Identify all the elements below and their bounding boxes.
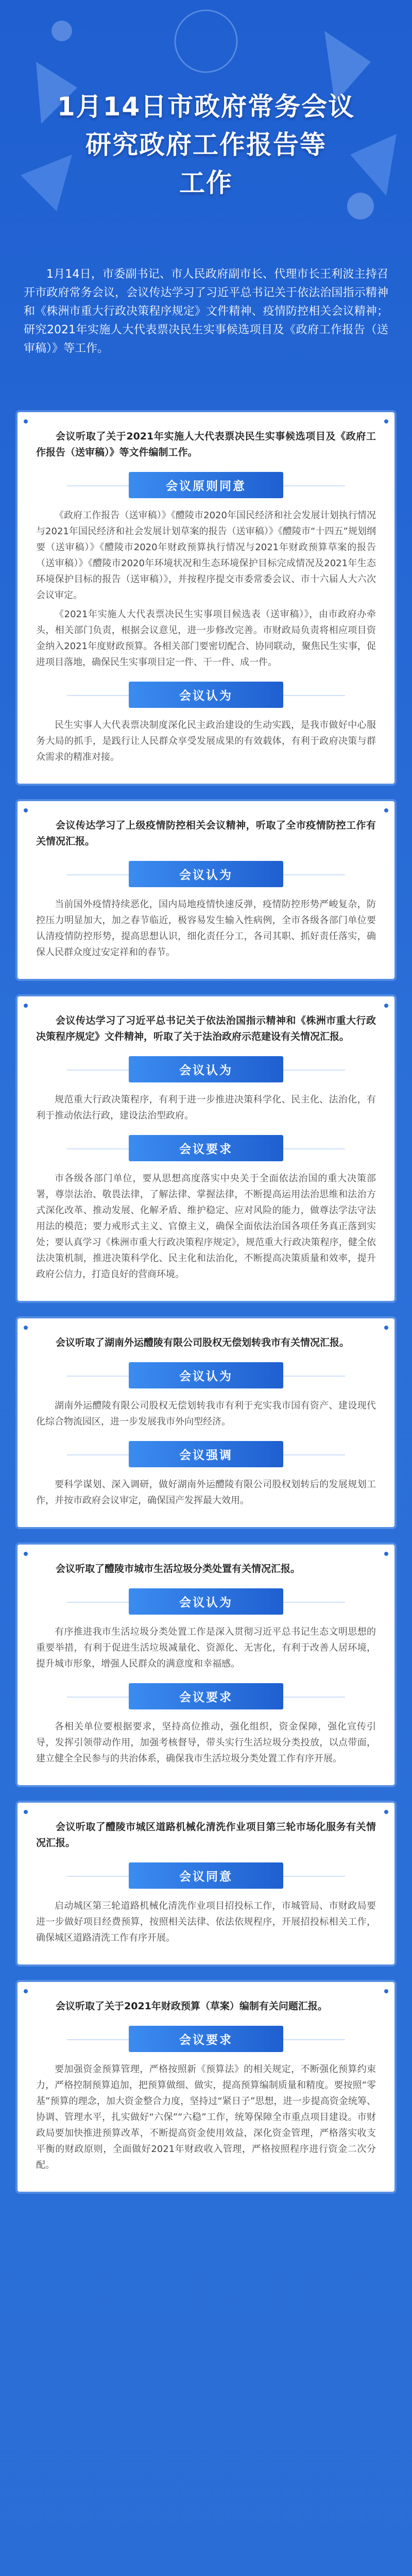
section-tag: 会议同意 [129,1862,283,1889]
page-title [0,88,412,202]
section-tag: 会议原则同意 [129,472,283,498]
section-tag: 会议认为 [129,1056,283,1082]
section-tag-wrap [36,2026,376,2052]
meeting-item-card [18,996,394,1301]
section-tag-wrap [36,1056,376,1082]
card-lead: 会议听取了湖南外运醴陵有限公司股权无偿划转我市有关情况汇报。 [56,1337,350,1348]
section-paragraph: 《政府工作报告（送审稿）》《醴陵市2020年国民经济和社会发展计划执行情况与2021年国民经济和社会发展计划草案的报告（送审稿）》《醴陵市“十四五”规划纲要（送审稿）》《醴陵市2020年财政预算执行情况与2021年财政预算草案的报告（送审稿）》《醴陵市2020年环境状况和生态环境保护目标完成情况及2021年生态环境保护目标的报告（送审稿）》，并按程序提交市委常委会议、市十六届人大六次会议审定。 [36,510,376,601]
meeting-item-card [18,1545,394,1785]
card-lead: 会议听取了关于2021年财政预算（草案）编制有关问题汇报。 [56,2001,328,2012]
cards-container [18,412,394,2209]
title-line-1: 1月14日市政府常务会议 [57,92,355,122]
section-tag-wrap [36,1441,376,1467]
section-tag-wrap [36,1362,376,1388]
card-lead: 会议听取了醴陵市城市生活垃圾分类处置有关情况汇报。 [56,1563,301,1574]
section-tag-wrap [36,1135,376,1161]
section-tag: 会议认为 [129,861,283,887]
section-paragraph: 启动城区第三轮道路机械化清洗作业项目招投标工作，市城管局、市财政局要进一步做好项目经费预算，按照相关法律、依法依规程序，开展招投标相关工作，确保城区道路清洗工作有序开展。 [36,1901,376,1943]
title-line-3: 工作 [179,168,233,198]
section-tag-wrap [36,861,376,887]
section-paragraph: 湖南外运醴陵有限公司股权无偿划转我市有利于充实我市国有资产、建设现代化综合物流园区，进一步发展我市外向型经济。 [36,1400,376,1427]
section-paragraph: 有序推进我市生活垃圾分类处置工作是深入贯彻习近平总书记生态文明思想的重要举措，有利于促进生活垃圾减量化、资源化、无害化，有利于改善人居环境，提升城市形象，增强人民群众的满意度和幸福感。 [36,1626,376,1669]
card-lead: 会议听取了醴陵市城区道路机械化清洗作业项目第三轮市场化服务有关情况汇报。 [36,1821,376,1849]
section-paragraph: 《2021年实施人大代表票决民生实事项目候选表（送审稿）》，由市政府办牵头，相关部门负责，根据会议意见，进一步修改完善。市财政局负责将相应项目资金纳入2021年度财政预算。各相关部门要密切配合、协同联动，聚焦民生实事，促进项目落地，确保民生实事项目定一件、干一件、成一件。 [36,609,376,668]
meeting-item-card [18,1803,394,1964]
section-tag: 会议强调 [129,1441,283,1467]
section-paragraph: 规范重大行政决策程序，有利于进一步推进决策科学化、民主化、法治化，有利于推动依法行政，建设法治型政府。 [36,1094,376,1121]
section-paragraph: 市各级各部门单位，要从思想高度落实中央关于全面依法治国的重大决策部署，尊崇法治、敬畏法律，了解法律、掌握法律，不断提高运用法治思维和法治方式深化改革、推动发展、化解矛盾、维护稳定、应对风险的能力，做尊法学法守法用法的模范；要力戒形式主义、官僚主义，确保全面依法治国各项任务真正落到实处；要认真学习《株洲市重大行政决策程序规定》，规范重大行政决策程序，健全依法决策机制，推进决策科学化、民主化和法治化，不断提高决策质量和效率，提升政府公信力，打造良好的营商环境。 [36,1173,376,1280]
section-tag: 会议要求 [129,1135,283,1161]
header-banner [0,0,412,227]
section-paragraph: 民生实事人大代表票决制度深化民主政治建设的生动实践，是我市做好中心服务大局的抓手，是践行让人民群众享受发展成果的有效载体，有利于政府决策与群众需求的精准对接。 [36,720,376,762]
card-lead: 会议传达学习了习近平总书记关于依法治国指示精神和《株洲市重大行政决策程序规定》文件精神，听取了关于法治政府示范建设有关情况汇报。 [36,1015,376,1042]
section-tag-wrap [36,1588,376,1615]
card-lead: 会议听取了关于2021年实施人大代表票决民生实事候选项目及《政府工作报告（送审稿）》等文件编制工作。 [36,431,376,458]
section-paragraph: 要科学谋划、深入调研，做好湖南外运醴陵有限公司股权划转后的发展规划工作，并按市政府会议审定，确保国产发挥最大效用。 [36,1479,376,1506]
section-paragraph: 各相关单位要根据要求，坚持高位推动，强化组织，资金保障，强化宣传引导，发挥引领带动作用，加强考核督导，带头实行生活垃圾分类投放，以点带面，建立健全全民参与的共治体系，确保我市生活垃圾分类处置工作有序开展。 [36,1721,376,1764]
card-lead: 会议传达学习了上级疫情防控相关会议精神，听取了全市疫情防控工作有关情况汇报。 [36,820,376,847]
section-paragraph: 当前国外疫情持续恶化，国内局地疫情快速反弹，疫情防控形势严峻复杂，防控压力明显加大，加之春节临近，极容易发生输入性病例，全市各级各部门单位要认清疫情防控形势，提高思想认识，细化责任分工，各司其职、抓好责任落实，确保人民群众度过安定祥和的春节。 [36,899,376,958]
section-tag: 会议要求 [129,2026,283,2052]
meeting-item-card [18,1318,394,1527]
section-paragraph: 要加强资金预算管理，严格按照新《预算法》的相关规定，不断强化预算约束力，严格控制预算追加，把预算做细、做实，提高预算编制质量和精度。要按照“零基”预算的理念，加大资金整合力度，坚持过“紧日子”思想，进一步提高资金统筹、协调、管理水平，扎实做好“六保”“六稳”工作，统筹保障全市重点项目建设。市财政局要加快推进预算改革，不断提高资金使用效益，深化资金管理，严格落实收支平衡的财政原则，全面做好2021年财政收入管理，严格按照程序进行资金二次分配。 [36,2064,376,2171]
meeting-item-card [18,412,394,784]
section-tag-wrap [36,1862,376,1889]
meeting-item-card [18,1982,394,2192]
section-tag-wrap [36,472,376,498]
meeting-item-card [18,801,394,979]
section-tag: 会议认为 [129,1362,283,1388]
section-tag-wrap [36,682,376,708]
intro-paragraph: 1月14日，市委副书记、市人民政府副市长、代理市长王利波主持召开市政府常务会议，会议传达学习了习近平总书记关于依法治国指示精神和《株洲市重大行政决策程序规定》文件精神、疫情防控相关会议精神；研究2021年实施人大代表票决民生实事候选项目及《政府工作报告（送审稿）》等工作。 [24,268,388,355]
section-tag-wrap [36,1683,376,1709]
section-tag: 会议认为 [129,682,283,708]
section-tag: 会议认为 [129,1588,283,1615]
title-line-2: 研究政府工作报告等 [85,130,327,160]
section-tag: 会议要求 [129,1683,283,1709]
